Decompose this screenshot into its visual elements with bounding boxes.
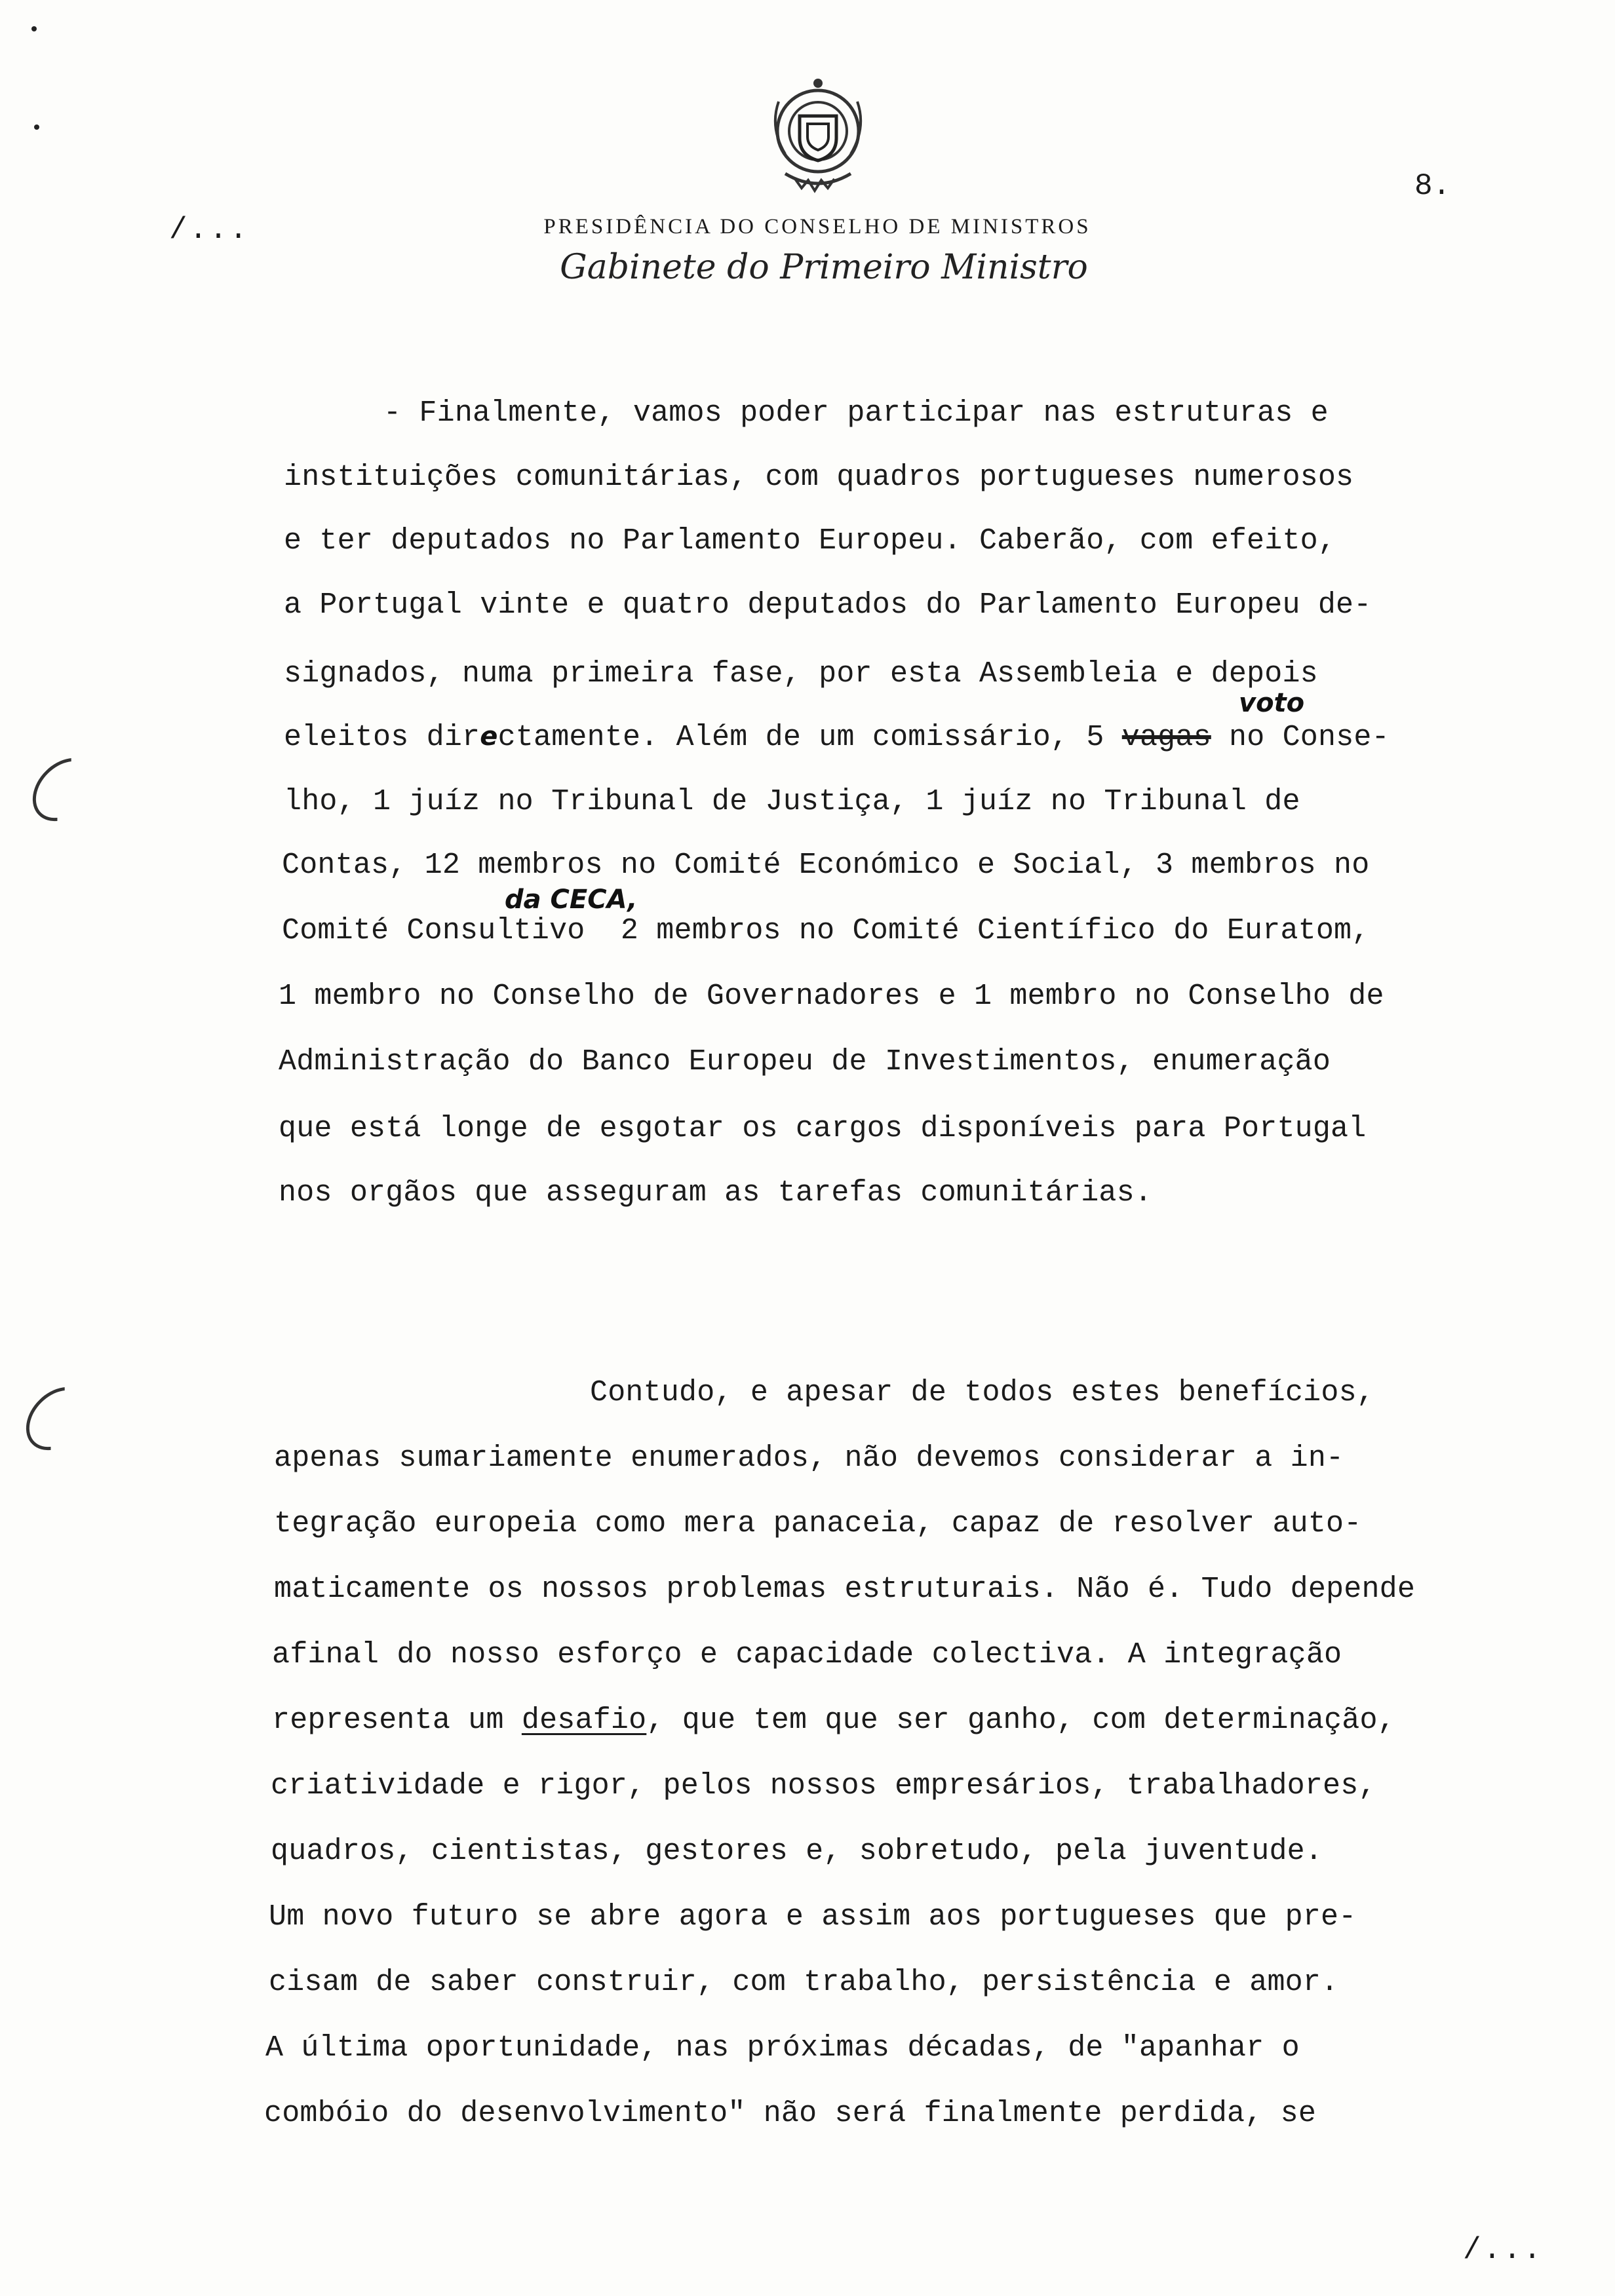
paragraph2-line6: representa um desafio, que tem que ser ganho, com determinação, — [272, 1704, 1395, 1737]
organization-heading: PRESIDÊNCIA DO CONSELHO DE MINISTROS — [543, 215, 1091, 239]
coat-of-arms-seal — [759, 75, 877, 200]
stray-mark — [34, 124, 39, 130]
paragraph2-line8: quadros, cientistas, gestores e, sobretudo, pela juventude. — [271, 1835, 1323, 1868]
paragraph2-line5: afinal do nosso esforço e capacidade colectiva. A integração — [272, 1638, 1342, 1672]
handwritten-insertion-ceca: da CECA, — [505, 885, 638, 915]
paragraph2-line11: A última oportunidade, nas próximas décadas, de "apanhar o — [265, 2031, 1300, 2065]
punch-hole — [14, 1375, 102, 1463]
paragraph2-line1: Contudo, e apesar de todos estes benefícios, — [590, 1376, 1374, 1409]
struck-word: vagas — [1121, 721, 1211, 754]
paragraph1-line9: Comité Consultivo 2 membros no Comité Científico do Euratom, — [282, 914, 1370, 947]
underlined-word: desafio — [521, 1704, 647, 1737]
paragraph2-line4: maticamente os nossos problemas estruturais. Não é. Tudo depende — [274, 1573, 1416, 1606]
paragraph1-line4: a Portugal vinte e quatro deputados do Parlamento Europeu de- — [284, 588, 1372, 622]
continuation-mark-bottom: /... — [1463, 2233, 1544, 2267]
paragraph1-line2: instituições comunitárias, com quadros portugueses numerosos — [284, 461, 1354, 494]
paragraph1-line12: que está longe de esgotar os cargos disponíveis para Portugal — [279, 1112, 1367, 1145]
paragraph1-line5: signados, numa primeira fase, por esta Assembleia e depois — [284, 657, 1318, 691]
paragraph1-line10: 1 membro no Conselho de Governadores e 1 membro no Conselho de — [279, 980, 1384, 1013]
paragraph2-line10: cisam de saber construir, com trabalho, persistência e amor. — [269, 1966, 1339, 1999]
paragraph2-line12: combóio do desenvolvimento" não será finalmente perdida, se — [264, 2097, 1317, 2130]
paragraph1-line13: nos orgãos que asseguram as tarefas comunitárias. — [279, 1176, 1153, 1210]
punch-hole — [20, 746, 108, 833]
stray-mark — [31, 26, 37, 31]
paragraph1-line7: lho, 1 juíz no Tribunal de Justiça, 1 juíz no Tribunal de — [284, 785, 1300, 818]
continuation-mark-top: /... — [169, 213, 250, 247]
paragraph1-line6: eleitos directamente. Além de um comissário, 5 vagas no Conse- — [284, 721, 1390, 754]
handwritten-letter-correction: e — [480, 721, 498, 752]
paragraph1-line3: e ter deputados no Parlamento Europeu. Caberão, com efeito, — [284, 524, 1336, 558]
paragraph2-line3: tegração europeia como mera panaceia, capaz de resolver auto- — [274, 1507, 1362, 1540]
office-signature: Gabinete do Primeiro Ministro — [560, 248, 1088, 287]
page-number: 8. — [1414, 169, 1451, 203]
paragraph2-line7: criatividade e rigor, pelos nossos empresários, trabalhadores, — [271, 1769, 1376, 1803]
paragraph1-line1: - Finalmente, vamos poder participar nas estruturas e — [383, 396, 1329, 430]
handwritten-correction-voto: voto — [1239, 688, 1305, 718]
paragraph1-line8: Contas, 12 membros no Comité Económico e Social, 3 membros no — [282, 849, 1370, 882]
paragraph1-line11: Administração do Banco Europeu de Investimentos, enumeração — [279, 1045, 1331, 1079]
paragraph2-line9: Um novo futuro se abre agora e assim aos portugueses que pre- — [269, 1900, 1357, 1934]
paragraph2-line2: apenas sumariamente enumerados, não devemos considerar a in- — [274, 1442, 1344, 1475]
